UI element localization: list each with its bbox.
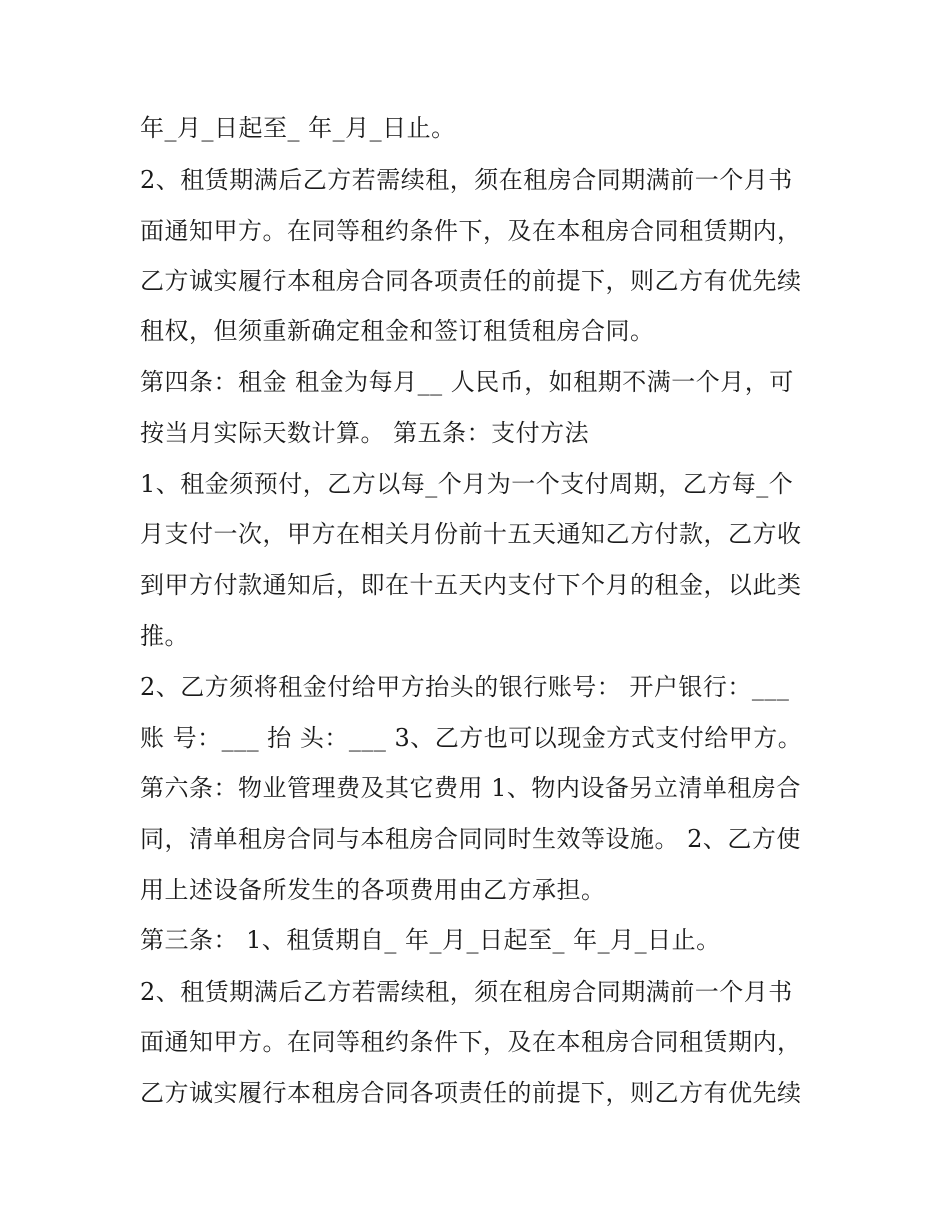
- text-line: 乙方诚实履行本租房合同各项责任的前提下，则乙方有优先续: [140, 267, 802, 295]
- text-line: 面通知甲方。在同等租约条件下，及在本租房合同租赁期内，: [140, 217, 802, 245]
- text-line: 同，清单租房合同与本租房合同同时生效等设施。 2、乙方使: [140, 825, 801, 853]
- text-line: 第六条：物业管理费及其它费用 1、物内设备另立清单租房合: [140, 774, 801, 802]
- text-line: 账 号：___ 抬 头：___ 3、乙方也可以现金方式支付给甲方。: [140, 724, 803, 752]
- text-line: 乙方诚实履行本租房合同各项责任的前提下，则乙方有优先续: [140, 1079, 802, 1107]
- text-line: 推。: [140, 622, 189, 650]
- text-line: 面通知甲方。在同等租约条件下，及在本租房合同租赁期内，: [140, 1028, 802, 1056]
- text-line: 第三条： 1、租赁期自_ 年_月_日起至_ 年_月_日止。: [140, 926, 721, 954]
- text-line: 2、租赁期满后乙方若需续租，须在租房合同期满前一个月书: [140, 166, 793, 194]
- text-line: 按当月实际天数计算。 第五条：支付方法: [140, 419, 590, 447]
- text-line: 用上述设备所发生的各项费用由乙方承担。: [140, 876, 606, 904]
- text-line: 2、乙方须将租金付给甲方抬头的银行账号： 开户银行：___: [140, 673, 790, 701]
- text-line: 月支付一次，甲方在相关月份前十五天通知乙方付款，乙方收: [140, 520, 802, 548]
- text-line: 租权，但须重新确定租金和签订租赁租房合同。: [140, 317, 655, 345]
- text-line: 1、租金须预付，乙方以每_个月为一个支付周期，乙方每_个: [140, 470, 794, 498]
- text-line: 2、租赁期满后乙方若需续租，须在租房合同期满前一个月书: [140, 978, 793, 1006]
- text-line: 第四条：租金 租金为每月__ 人民币，如租期不满一个月，可: [140, 368, 794, 396]
- text-line: 年_月_日起至_ 年_月_日止。: [140, 114, 456, 142]
- text-line: 到甲方付款通知后，即在十五天内支付下个月的租金，以此类: [140, 571, 802, 599]
